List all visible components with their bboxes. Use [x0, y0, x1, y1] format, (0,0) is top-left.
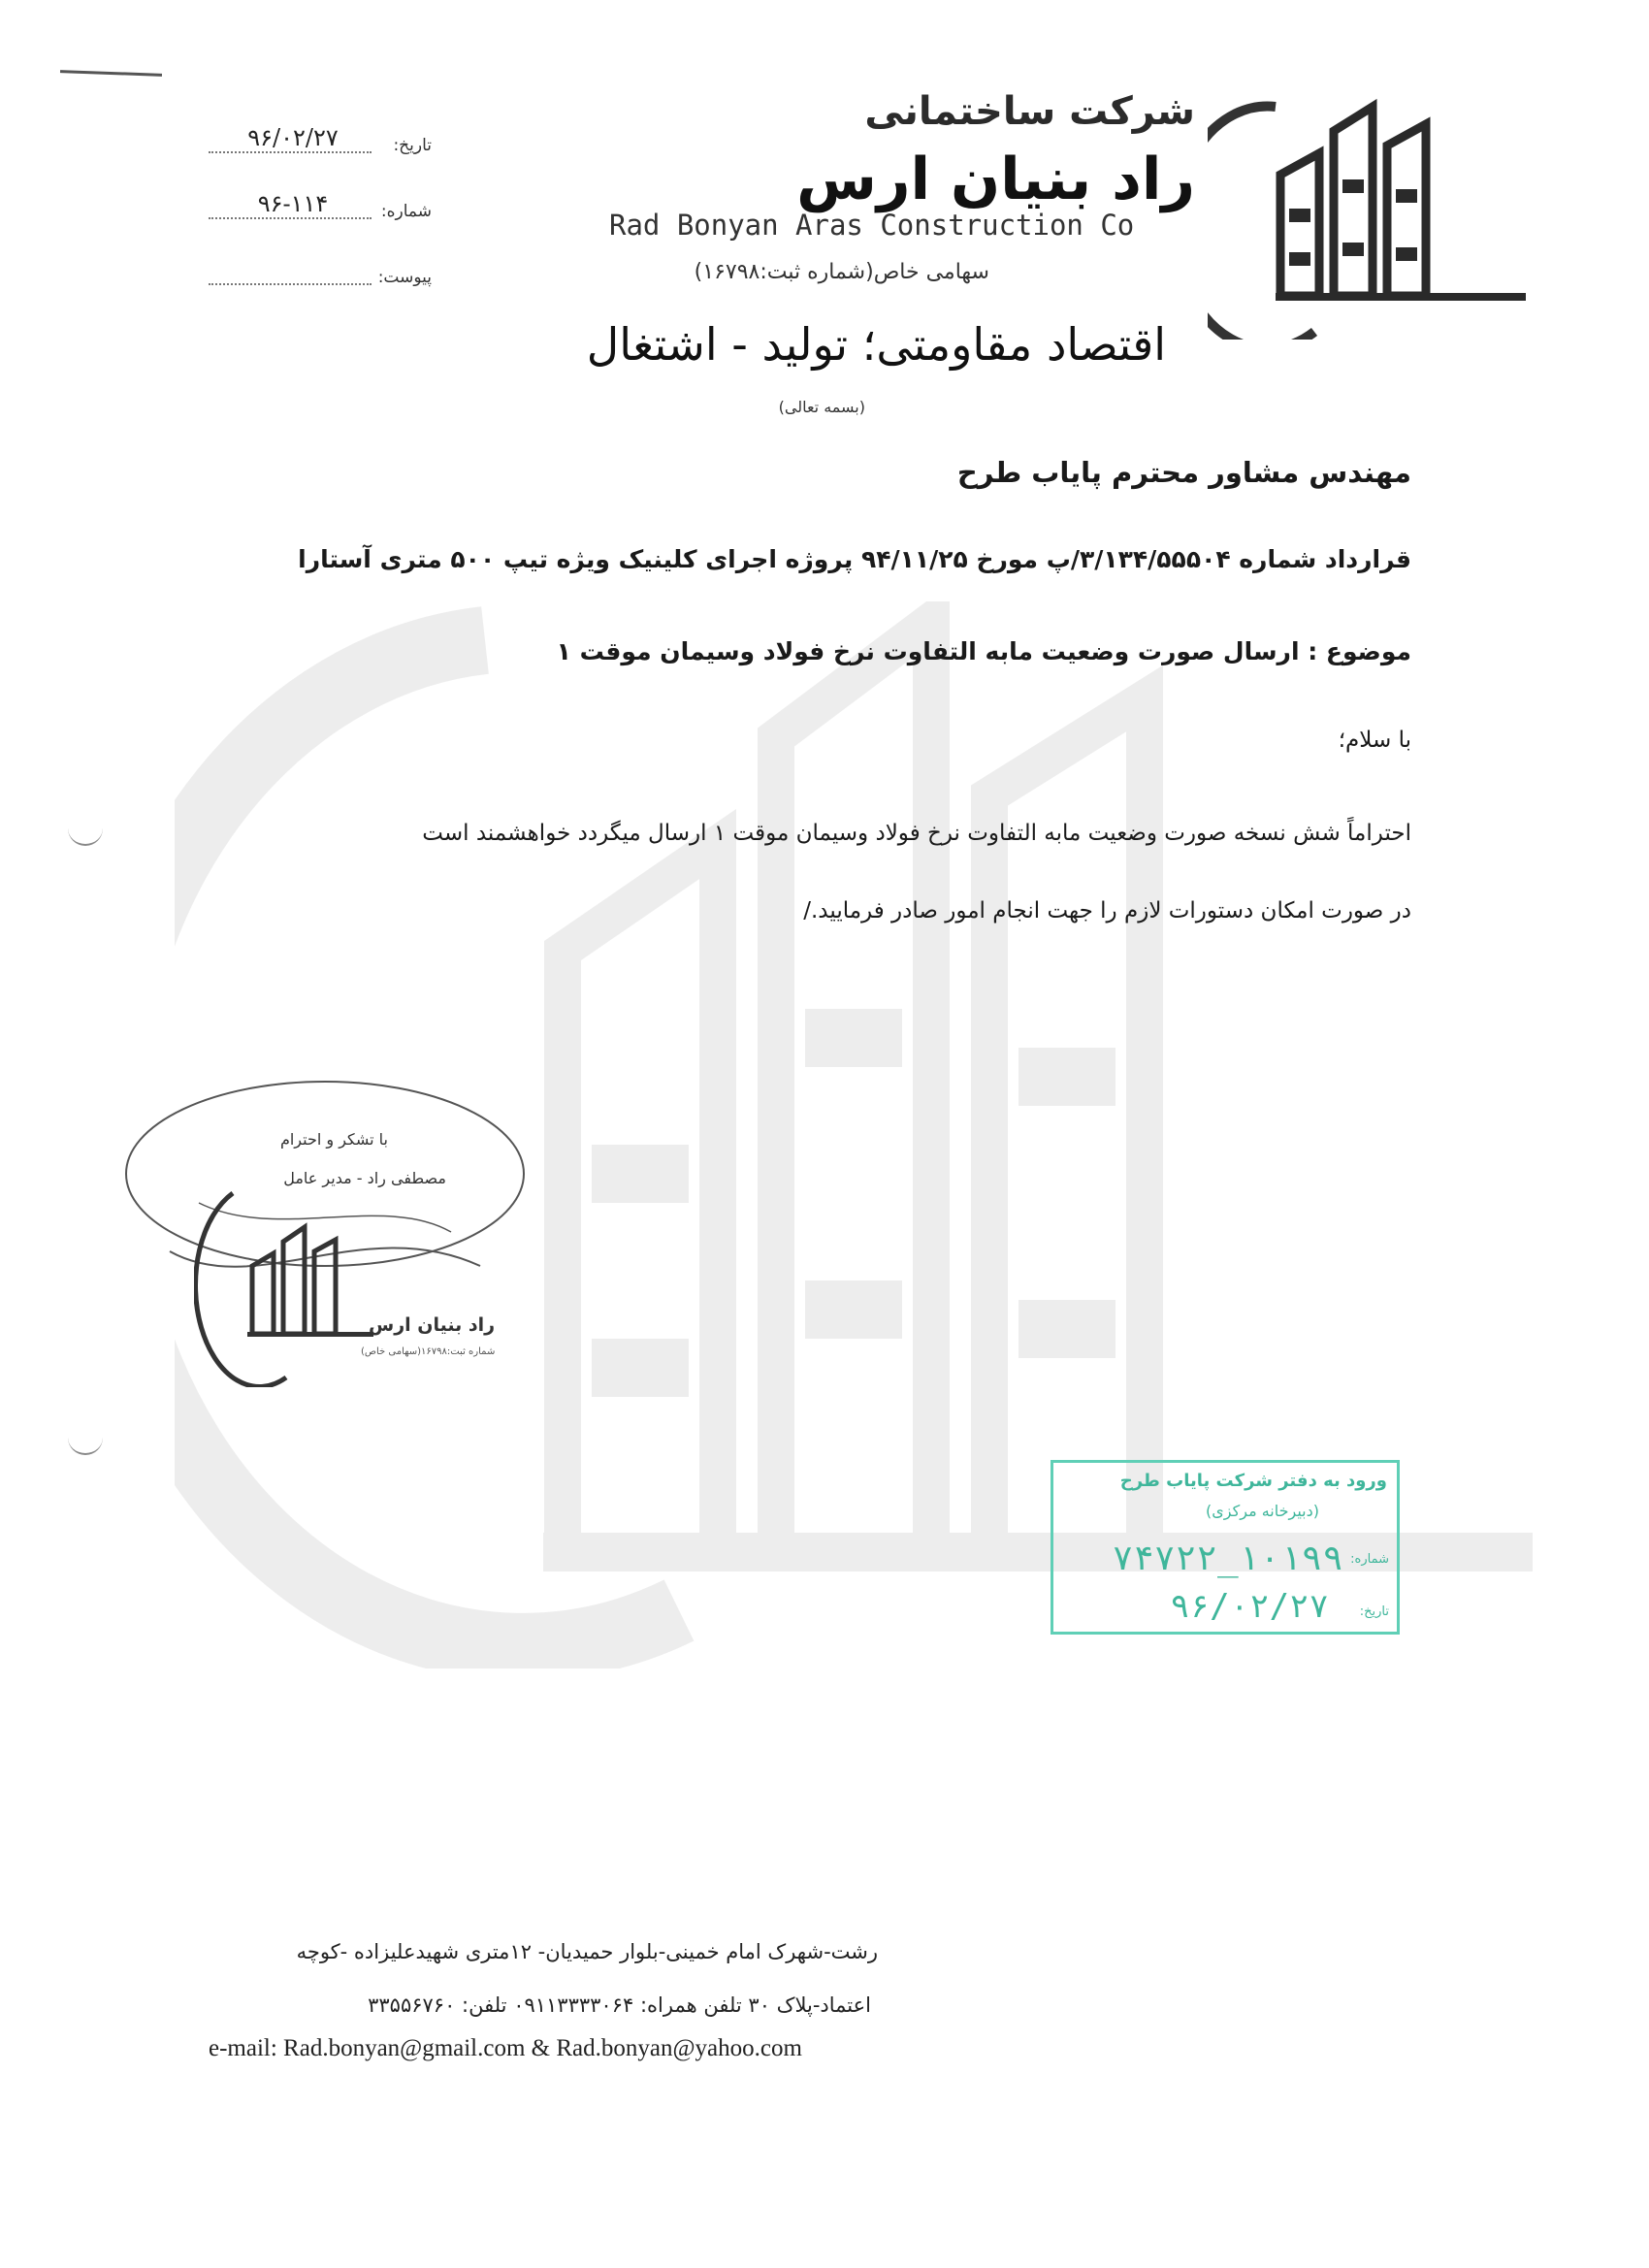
company-logo-icon: [1208, 78, 1528, 340]
company-name-english: Rad Bonyan Aras Construction Co: [609, 209, 1135, 242]
attachment-label: پیوست:: [377, 268, 432, 287]
recipient: مهندس مشاور محترم پایاب طرح: [956, 456, 1411, 489]
date-value: ۹۶/۰۲/۲۷: [247, 124, 339, 151]
paragraph-line: احتراماً شش نسخه صورت وضعیت مابه التفاوت نرخ فولاد وسیمان موقت ۱ ارسال میگردد خواهشمند است: [422, 821, 1411, 846]
subject-line: موضوع : ارسال صورت وضعیت مابه التفاوت نرخ فولاد وسیمان موقت ۱: [556, 637, 1411, 665]
punch-hole-mark: [68, 826, 103, 846]
number-label: شماره:: [380, 202, 432, 221]
company-name-line1: شرکت ساختمانی: [864, 89, 1195, 134]
attachment-line: [209, 283, 372, 285]
receipt-number-label: شماره:: [1350, 1552, 1389, 1567]
scan-mark: [60, 70, 162, 77]
footer-contact: اعتماد-پلاک ۳۰ تلفن همراه: ۰۹۱۱۳۳۳۳۰۶۴ تلفن: ۳۳۵۵۶۷۶۰: [368, 1993, 871, 2017]
number-field: [209, 188, 432, 227]
paragraph-line: در صورت امکان دستورات لازم را جهت انجام امور صادر فرمایید./: [803, 898, 1411, 923]
number-line: [209, 217, 372, 219]
receipt-date: ۹۶/۰۲/۲۷: [1170, 1587, 1329, 1626]
receipt-title: ورود به دفتر شرکت پایاب طرح: [1119, 1471, 1387, 1491]
company-seal-icon: [194, 1183, 378, 1387]
footer-email: e-mail: Rad.bonyan@gmail.com & Rad.bonyan@yahoo.com: [209, 2035, 802, 2061]
seal-company-name: راد بنیان ارس: [369, 1314, 496, 1336]
bismillah: (بسمه تعالی): [778, 398, 865, 416]
number-value: ۹۶-۱۱۴: [257, 190, 329, 217]
date-field: [209, 122, 432, 161]
slogan: اقتصاد مقاومتی؛ تولید - اشتغال: [586, 318, 1166, 371]
contract-reference: قرارداد شماره ۳/۱۳۴/۵۵۵۰۴/پ مورخ ۹۴/۱۱/۲۵ پروژه اجرای کلینیک ویژه تیپ ۵۰۰ متری آستارا: [298, 545, 1411, 573]
receipt-date-label: تاریخ:: [1359, 1604, 1389, 1619]
closing: با تشکر و احترام: [279, 1130, 388, 1149]
date-label: تاریخ:: [393, 136, 432, 155]
receipt-number: ۱۰۱۹۹_۷۴۷۲۲: [1112, 1539, 1343, 1578]
greeting: با سلام؛: [1338, 728, 1411, 753]
receipt-subtitle: (دبیرخانه مرکزی): [1206, 1502, 1319, 1520]
company-registration: سهامی خاص(شماره ثبت:۱۶۷۹۸): [694, 260, 989, 284]
attachment-field: [209, 254, 432, 293]
seal-registration: شماره ثبت:۱۶۷۹۸(سهامی خاص): [361, 1346, 496, 1357]
footer-address: رشت-شهرک امام خمینی-بلوار حمیدیان- ۱۲متری شهیدعلیزاده -کوچه: [296, 1940, 878, 1963]
punch-hole-mark: [68, 1436, 103, 1455]
receipt-stamp: [1051, 1460, 1400, 1635]
signer-name: مصطفی راد - مدیر عامل: [283, 1169, 446, 1187]
date-line: [209, 151, 372, 153]
company-name-line2: راد بنیان ارس: [796, 146, 1195, 213]
